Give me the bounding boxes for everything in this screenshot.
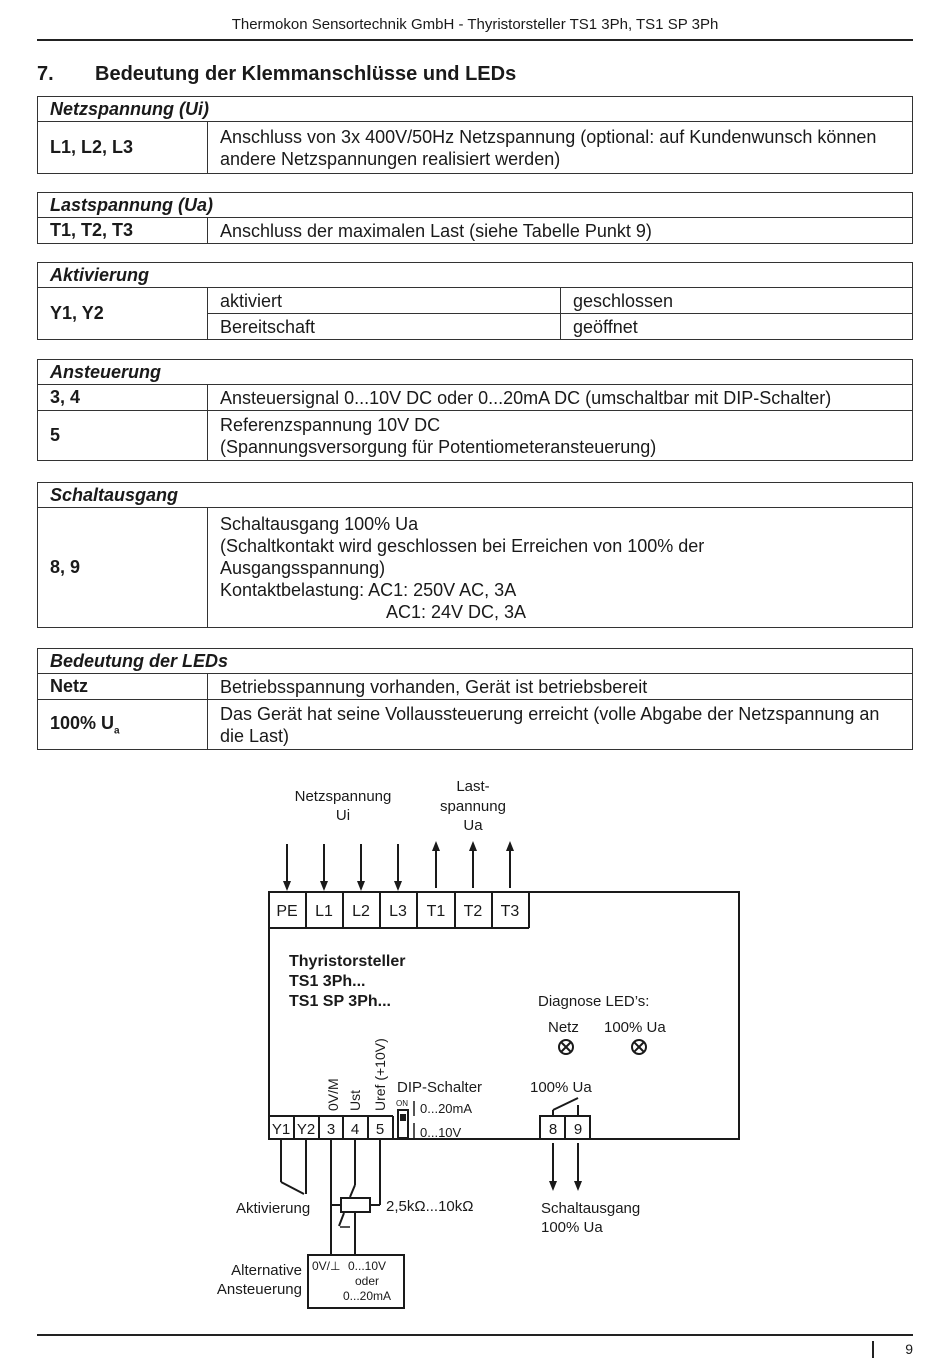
device-name-2: TS1 3Ph...: [289, 973, 366, 990]
page-number: 9: [905, 1341, 913, 1357]
led-netz-label: Netz: [548, 1019, 579, 1036]
ansteuerung-value-1: Ansteuersignal 0...10V DC oder 0...20mA DC (umschaltbar mit DIP-Schalter): [208, 385, 913, 411]
schaltausgang-label-2: 100% Ua: [541, 1219, 603, 1236]
dip-option-b: 0...10V: [420, 1125, 462, 1140]
diagram-last-label-3: Ua: [463, 817, 483, 834]
footer-rule: [37, 1334, 913, 1336]
poti-label: 2,5kΩ...10kΩ: [386, 1198, 474, 1215]
ansteuerung-key-2: 5: [38, 411, 208, 461]
terminal-4: 4: [350, 1121, 360, 1138]
terminal-pe: PE: [276, 903, 298, 920]
ansteuerung-value-2b: (Spannungsversorgung für Potentiometeransteuerung): [220, 436, 657, 457]
terminal-l1: L1: [315, 903, 333, 920]
diagram-last-label-1: Last-: [456, 778, 490, 795]
dip-switch-label: DIP-Schalter: [397, 1079, 483, 1096]
aktivierung-header: Aktivierung: [38, 263, 913, 288]
terminal-l3: L3: [389, 903, 407, 920]
lastspannung-header: Lastspannung (Ua): [38, 193, 913, 218]
ansteuerung-key-1: 3, 4: [38, 385, 208, 411]
alt-box-range-ma: 0...20mA: [343, 1289, 392, 1303]
aktivierung-r1b: geschlossen: [561, 288, 913, 314]
alternative-label-2: Ansteuerung: [216, 1281, 302, 1298]
aktivierung-label: Aktivierung: [236, 1200, 311, 1217]
terminal-8: 8: [548, 1121, 558, 1138]
schaltausgang-line-5: AC1: 24V DC, 3A: [386, 601, 527, 622]
terminal-9: 9: [573, 1121, 583, 1138]
alt-box-range-v: 0...10V: [348, 1259, 387, 1273]
schaltausgang-line-1: Schaltausgang 100% Ua: [220, 513, 419, 534]
netzspannung-key: L1, L2, L3: [38, 122, 208, 174]
ansteuerung-header: Ansteuerung: [38, 360, 913, 385]
leds-key-2-sub: a: [114, 725, 120, 737]
alt-box-or: oder: [355, 1274, 380, 1288]
schaltausgang-line-3: Ausgangsspannung): [220, 557, 386, 578]
aktivierung-r1a: aktiviert: [208, 288, 561, 314]
terminal-t3: T3: [500, 903, 520, 920]
leds-value-2: Das Gerät hat seine Vollaussteuerung erreicht (volle Abgabe der Netzspannung an die Last): [208, 700, 913, 750]
page-header: Thermokon Sensortechnik GmbH - Thyristorsteller TS1 3Ph, TS1 SP 3Ph: [231, 16, 719, 33]
diagram-last-label-2: spannung: [440, 798, 506, 815]
led-100-label: 100% Ua: [604, 1019, 666, 1036]
leds-key-2-text: 100% U: [50, 712, 115, 733]
page-number-bar: [872, 1341, 874, 1358]
terminal-5-label: Uref (+10V): [372, 1038, 388, 1111]
diagnose-led-title: Diagnose LED’s:: [538, 993, 650, 1010]
leds-value-1: Betriebsspannung vorhanden, Gerät ist betriebsbereit: [208, 674, 913, 700]
diagram-netz-label-2: Ui: [335, 807, 351, 824]
terminal-l2: L2: [352, 903, 370, 920]
lastspannung-value: Anschluss der maximalen Last (siehe Tabelle Punkt 9): [208, 218, 913, 244]
terminal-5: 5: [375, 1121, 385, 1138]
schaltausgang-line-2: (Schaltkontakt wird geschlossen bei Erreichen von 100% der: [220, 535, 705, 556]
leds-header: Bedeutung der LEDs: [38, 649, 913, 674]
schaltausgang-header: Schaltausgang: [38, 483, 913, 508]
terminal-t1: T1: [426, 903, 446, 920]
terminal-y1: Y1: [271, 1121, 291, 1138]
aktivierung-key: Y1, Y2: [38, 288, 208, 340]
ansteuerung-value-2a: Referenzspannung 10V DC: [220, 414, 441, 435]
aktivierung-r2b: geöffnet: [561, 314, 913, 340]
terminal-t2: T2: [463, 903, 483, 920]
schaltausgang-label-1: Schaltausgang: [541, 1200, 641, 1217]
section-number: 7.: [37, 63, 54, 85]
aktivierung-r2a: Bereitschaft: [208, 314, 561, 340]
device-name-1: Thyristorsteller: [289, 953, 406, 970]
terminal-4-label: Ust: [347, 1090, 363, 1111]
terminal-3-label: 0V/M: [325, 1078, 341, 1111]
alternative-label-1: Alternative: [231, 1262, 302, 1279]
terminal-3: 3: [326, 1121, 336, 1138]
netzspannung-header: Netzspannung (Ui): [38, 97, 913, 122]
alt-box-ground: 0V/⊥: [312, 1259, 341, 1273]
lastspannung-key: T1, T2, T3: [38, 218, 208, 244]
schaltausgang-line-4: Kontaktbelastung: AC1: 250V AC, 3A: [220, 579, 517, 600]
netzspannung-value: Anschluss von 3x 400V/50Hz Netzspannung (optional: auf Kundenwunsch können andere Netzspannungen realisiert werden): [208, 122, 913, 174]
section-heading: Bedeutung der Klemmanschlüsse und LEDs: [95, 63, 517, 85]
dip-on-label: ON: [396, 1099, 408, 1108]
schaltausgang-key: 8, 9: [38, 508, 208, 628]
relay-label: 100% Ua: [530, 1079, 592, 1096]
dip-option-a: 0...20mA: [420, 1101, 473, 1116]
diagram-netz-label-1: Netzspannung: [294, 788, 392, 805]
leds-key-1: Netz: [38, 674, 208, 700]
device-name-3: TS1 SP 3Ph...: [289, 993, 391, 1010]
terminal-y2: Y2: [296, 1121, 316, 1138]
